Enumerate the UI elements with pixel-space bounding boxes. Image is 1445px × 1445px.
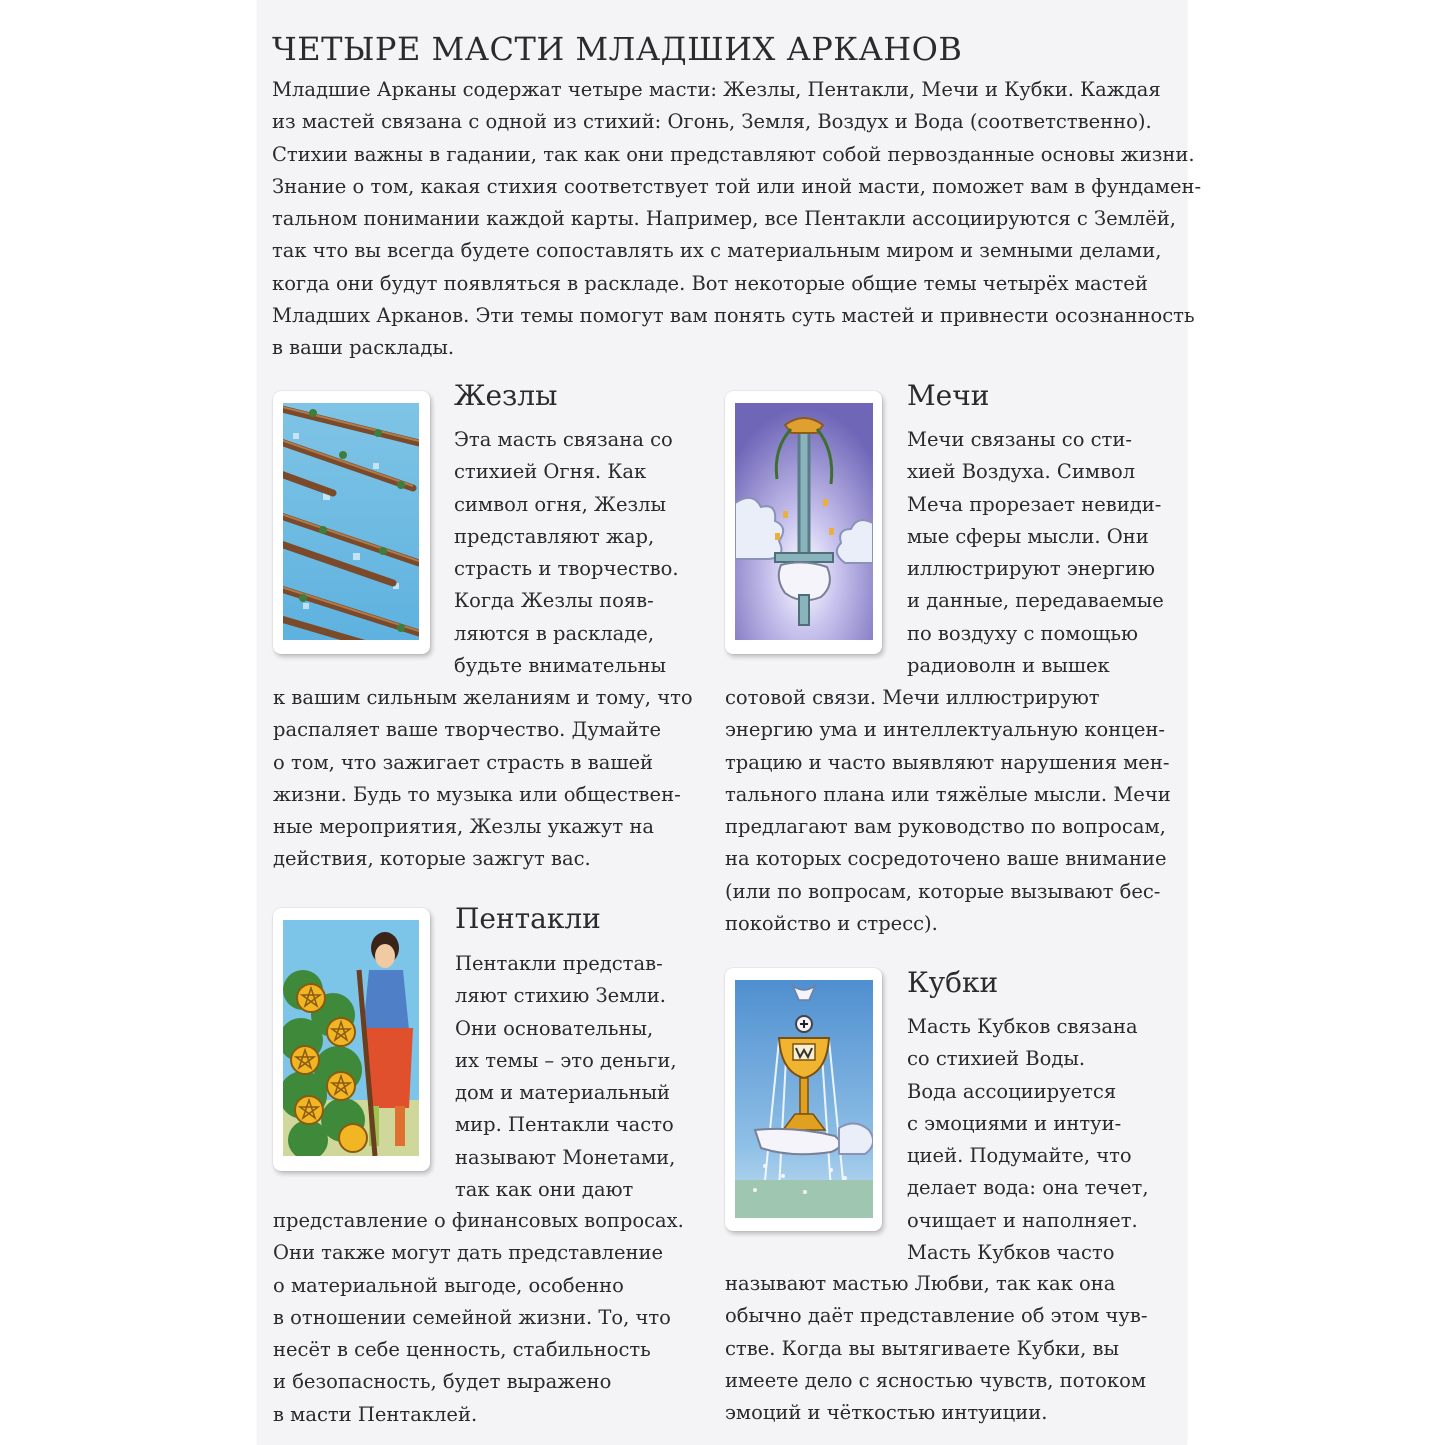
- intro-line: Младшие Арканы содержат четыре масти: Жезлы, Пентакли, Мечи и Кубки. Каждая: [272, 78, 1161, 101]
- text-line: дом и материальный: [455, 1081, 671, 1105]
- text-line: Масть Кубков связана: [907, 1015, 1138, 1038]
- text-line: мир. Пентакли часто: [455, 1113, 674, 1137]
- text-line: о том, что зажигает страсть в вашей: [273, 750, 654, 774]
- intro-line: когда они будут появляться в раскладе. Вот некоторые общие темы четырёх мастей: [272, 271, 1148, 295]
- text-line: несёт в себе ценность, стабильность: [273, 1338, 651, 1362]
- pentacles-text-beside: [455, 948, 677, 1206]
- text-line: Когда Жезлы появ-: [454, 589, 654, 613]
- text-line: в масти Пентаклей.: [273, 1402, 478, 1426]
- text-line: стве. Когда вы вытягиваете Кубки, вы: [725, 1336, 1120, 1360]
- text-line: символ огня, Жезлы: [454, 492, 667, 516]
- text-line: в отношении семейной жизни. То, что: [273, 1305, 671, 1329]
- intro-line: Младших Арканов. Эти темы помогут вам понять суть мастей и привнести осознанность: [272, 304, 1195, 328]
- text-line: представляют жар,: [454, 524, 655, 548]
- ace-of-swords-illustration: [735, 403, 873, 640]
- text-line: ляют стихию Земли.: [455, 984, 666, 1008]
- text-line: (или по вопросам, которые вызывают бес-: [725, 879, 1161, 903]
- text-line: к вашим сильным желаниям и тому, что: [273, 686, 693, 709]
- text-line: называют Монетами,: [455, 1145, 676, 1169]
- seven-of-pentacles-illustration: [283, 920, 419, 1156]
- heading-swords: Мечи: [907, 379, 990, 412]
- text-line: обычно даёт представление об этом чув-: [725, 1304, 1148, 1328]
- text-line: имеете дело с ясностью чувств, потоком: [725, 1368, 1147, 1392]
- text-line: действия, которые зажгут вас.: [273, 847, 591, 871]
- text-line: ляются в раскладе,: [454, 621, 655, 645]
- text-line: будьте внимательны: [454, 654, 666, 678]
- heading-pentacles: Пентакли: [455, 902, 601, 935]
- text-line: Мечи связаны со сти-: [907, 428, 1132, 451]
- cups-text-beside: [907, 1011, 1149, 1269]
- ace-of-cups-illustration: [735, 980, 873, 1218]
- text-line: радиоволн и вышек: [907, 654, 1110, 678]
- ten-of-wands-illustration: [283, 403, 419, 640]
- text-line: представление о финансовых вопросах.: [273, 1209, 684, 1232]
- text-line: предлагают вам руководство по вопросам,: [725, 815, 1166, 839]
- text-line: с эмоциями и интуи-: [907, 1111, 1122, 1135]
- intro-line: в ваши расклады.: [272, 336, 455, 360]
- text-line: жизни. Будь то музыка или обществен-: [273, 782, 681, 806]
- text-line: Меча прорезает невиди-: [907, 492, 1162, 516]
- text-line: их темы – это деньги,: [455, 1048, 677, 1072]
- text-line: трацию и часто выявляют нарушения мен-: [725, 750, 1170, 774]
- intro-line: тальном понимании каждой карты. Например, все Пентакли ассоциируются с Землёй,: [272, 207, 1176, 231]
- text-line: энергию ума и интеллектуальную концен-: [725, 718, 1165, 742]
- text-line: Эта масть связана со: [454, 428, 673, 451]
- text-line: покойство и стресс).: [725, 912, 938, 936]
- intro-line: из мастей связана с одной из стихий: Огонь, Земля, Воздух и Вода (соответственно).: [272, 110, 1152, 134]
- text-line: мые сферы мысли. Они: [907, 524, 1149, 548]
- text-line: Они также могут дать представление: [273, 1241, 664, 1265]
- swords-text-below: [725, 682, 1171, 940]
- text-line: стихией Огня. Как: [454, 460, 647, 484]
- intro-line: Стихии важны в гадании, так как они представляют собой первозданные основы жизни.: [272, 142, 1195, 166]
- text-line: ные мероприятия, Жезлы укажут на: [273, 815, 654, 839]
- heading-cups: Кубки: [907, 966, 999, 999]
- card-cups: [725, 968, 882, 1231]
- page-title: ЧЕТЫРЕ МАСТИ МЛАДШИХ АРКАНОВ: [272, 30, 963, 68]
- cups-text-below: [725, 1268, 1147, 1429]
- text-line: Вода ассоциируется: [907, 1079, 1117, 1103]
- text-line: цией. Подумайте, что: [907, 1144, 1132, 1168]
- text-line: и безопасность, будет выражено: [273, 1370, 612, 1394]
- text-line: на которых сосредоточено ваше внимание: [725, 847, 1167, 871]
- text-line: со стихией Воды.: [907, 1047, 1086, 1071]
- text-line: Они основательны,: [455, 1016, 654, 1040]
- text-line: очищает и наполняет.: [907, 1208, 1138, 1232]
- wands-text-beside: [454, 424, 679, 682]
- text-line: так как они дают: [455, 1178, 634, 1202]
- card-swords: [725, 391, 882, 654]
- card-pentacles: [273, 908, 430, 1171]
- pentacles-text-below: [273, 1205, 684, 1431]
- text-line: Масть Кубков часто: [907, 1241, 1115, 1265]
- intro-line: Знание о том, какая стихия соответствует той или иной масти, поможет вам в фундамен-: [272, 174, 1202, 198]
- text-line: и данные, передаваемые: [907, 589, 1164, 613]
- text-line: страсть и творчество.: [454, 557, 679, 581]
- text-line: называют мастью Любви, так как она: [725, 1272, 1116, 1295]
- wands-text-below: [273, 682, 693, 876]
- card-wands: [273, 391, 430, 654]
- text-line: по воздуху с помощью: [907, 621, 1138, 645]
- heading-wands: Жезлы: [454, 379, 558, 412]
- text-line: Пентакли представ-: [455, 952, 663, 975]
- text-line: тального плана или тяжёлые мысли. Мечи: [725, 782, 1171, 806]
- text-line: хией Воздуха. Символ: [907, 460, 1136, 484]
- text-line: делает вода: она течет,: [907, 1176, 1149, 1200]
- text-line: эмоций и чёткостью интуиции.: [725, 1401, 1048, 1425]
- text-line: сотовой связи. Мечи иллюстрируют: [725, 686, 1100, 709]
- text-line: распаляет ваше творчество. Думайте: [273, 718, 662, 742]
- intro-paragraph: [272, 74, 1202, 365]
- swords-text-beside: [907, 424, 1164, 682]
- intro-line: так что вы всегда будете сопоставлять их с материальным миром и земными делами,: [272, 239, 1162, 263]
- text-line: о материальной выгоде, особенно: [273, 1273, 624, 1297]
- text-line: иллюстрируют энергию: [907, 557, 1155, 581]
